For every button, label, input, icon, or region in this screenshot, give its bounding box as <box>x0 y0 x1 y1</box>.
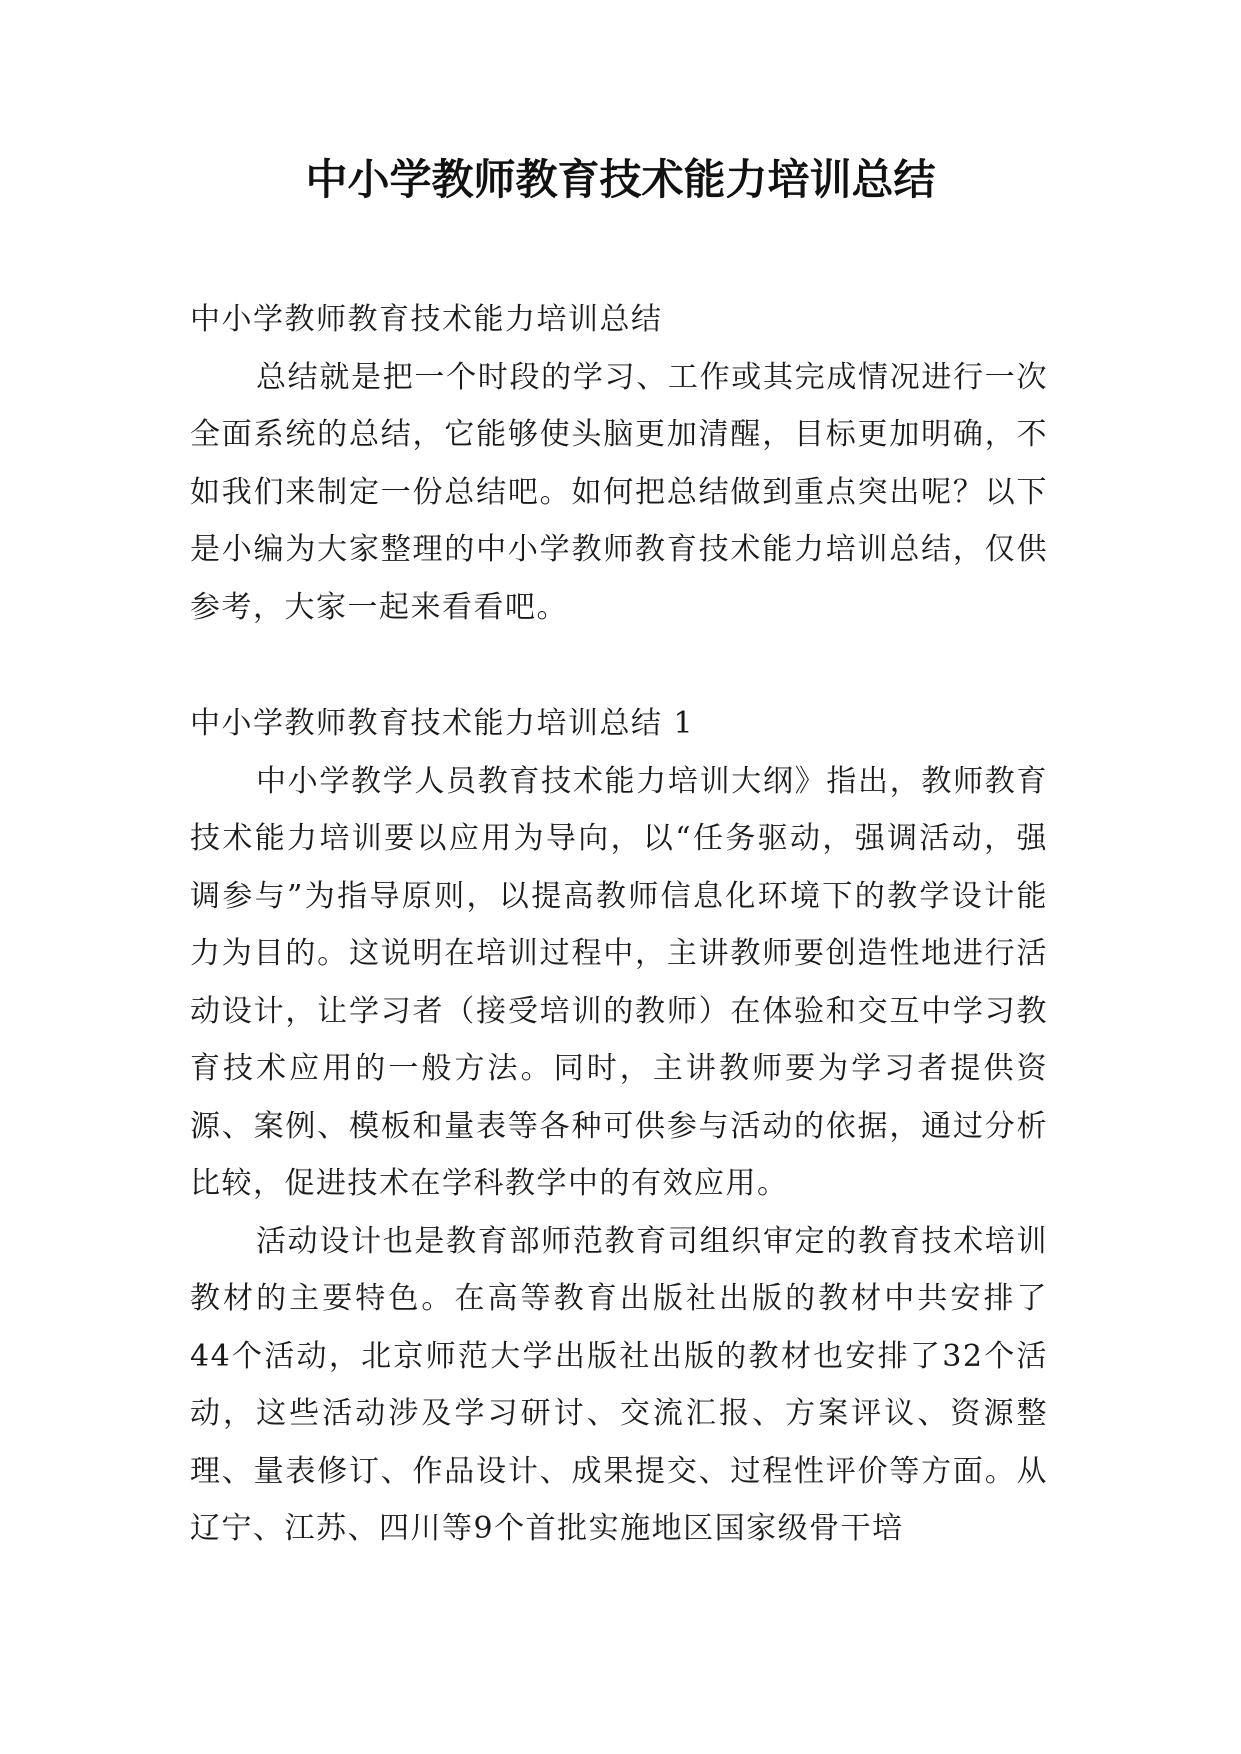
intro-paragraph: 总结就是把一个时段的学习、工作或其完成情况进行一次全面系统的总结，它能够使头脑更加清醒，目标更加明确，不如我们来制定一份总结吧。如何把总结做到重点突出呢？以下是小编为大家整理的中小学教师教育技术能力培训总结，仅供参考，大家一起来看看吧。 <box>190 359 1048 625</box>
section-1-paragraph-2: 活动设计也是教育部师范教育司组织审定的教育技术培训教材的主要特色。在高等教育出版社出版的教材中共安排了44个活动，北京师范大学出版社出版的教材也安排了32个活动，这些活动涉及学习研讨、交流汇报、方案评议、资源整理、量表修订、作品设计、成果提交、过程性评价等方面。从辽宁、江苏、四川等9个首批实施地区国家级骨干培 <box>190 1223 1048 1546</box>
intro-block <box>190 291 1048 636</box>
section-1-heading: 中小学教师教育技术能力培训总结 1 <box>190 706 695 741</box>
section-1-paragraph-1: 中小学教学人员教育技术能力培训大纲》指出，教师教育技术能力培训要以应用为导向，以“任务驱动，强调活动，强调参与”为指导原则，以提高教师信息化环境下的教学设计能力为目的。这说明在培训过程中，主讲教师要创造性地进行活动设计，让学习者（接受培训的教师）在体验和交互中学习教育技术应用的一般方法。同时，主讲教师要为学习者提供资源、案例、模板和量表等各种可供参与活动的依据，通过分析比较，促进技术在学科教学中的有效应用。 <box>190 763 1048 1201</box>
intro-heading: 中小学教师教育技术能力培训总结 <box>190 302 663 337</box>
section-1-block <box>190 695 1048 1558</box>
document-title: 中小学教师教育技术能力培训总结 <box>305 155 936 204</box>
